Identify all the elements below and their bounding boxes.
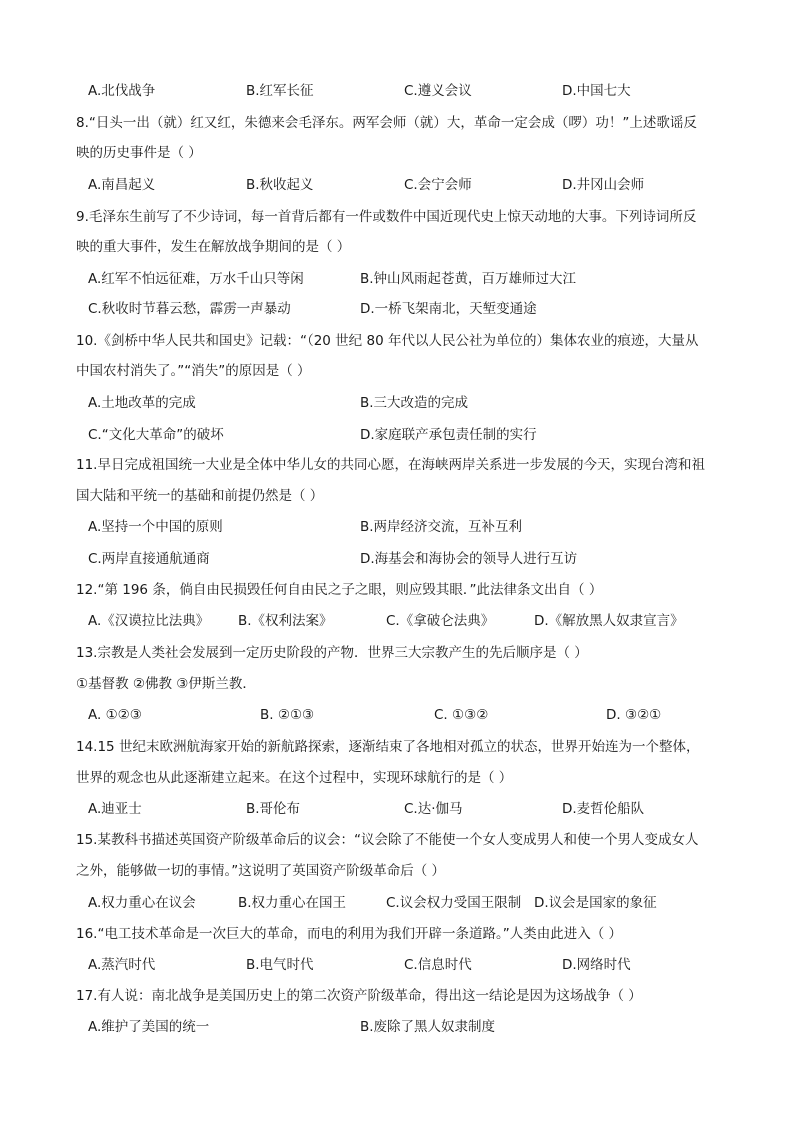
q11-stem-line-2: 国大陆和平统一的基础和前提仍然是（ ） [76, 488, 324, 504]
q10-option-d: D.家庭联产承包责任制的实行 [360, 427, 537, 443]
q16-option-a: A.蒸汽时代 [88, 957, 156, 973]
q10-stem-line-2: 中国农村消失了。”“消失”的原因是（ ） [76, 363, 311, 379]
q12-option-d: D.《解放黑人奴隶宣言》 [534, 613, 684, 629]
q12-stem-line-1: 12.“第 196 条，倘自由民损毁任何自由民之子之眼，则应毁其眼．”此法律条文出自（ ） [76, 582, 603, 598]
q9-options-row-2 [88, 298, 728, 320]
q10-stem-line-1: 10.《剑桥中华人民共和国史》记载：“（20 世纪 80 年代以人民公社为单位的）集体农业的痕迹，大量从 [76, 333, 699, 349]
q9-options-row-1 [88, 268, 728, 290]
q8-option-d: D.井冈山会师 [562, 177, 645, 193]
q12-option-a: A.《汉谟拉比法典》 [88, 613, 210, 629]
q8-stem-line-2: 映的历史事件是（ ） [76, 145, 202, 161]
q16-option-c: C.信息时代 [404, 957, 472, 973]
q7-option-c: C.遵义会议 [404, 83, 472, 99]
q8-option-b: B.秋收起义 [246, 177, 314, 193]
q14-option-c: C.达·伽马 [404, 801, 463, 817]
q9-option-c: C.秋收时节暮云愁，霹雳一声暴动 [88, 301, 291, 317]
q17-option-a: A.维护了美国的统一 [88, 1019, 210, 1035]
q11-option-b: B.两岸经济交流，互补互利 [360, 519, 523, 535]
q15-option-b: B.权力重心在国王 [238, 895, 347, 911]
q17-option-b: B.废除了黑人奴隶制度 [360, 1019, 496, 1035]
q16-stem-line-1: 16.“电工技术革命是一次巨大的革命，而电的利用为我们开辟一条道路。”人类由此进入（ ） [76, 926, 622, 942]
q8-option-a: A.南昌起义 [88, 177, 156, 193]
q13-option-c: C. ①③② [434, 707, 489, 723]
q17-stem-line-1: 17.有人说：南北战争是美国历史上的第二次资产阶级革命，得出这一结论是因为这场战争（ ） [76, 988, 642, 1004]
q11-option-c: C.两岸直接通航通商 [88, 551, 210, 567]
q10-option-b: B.三大改造的完成 [360, 395, 469, 411]
q15-options [88, 892, 728, 914]
q10-option-a: A.土地改革的完成 [88, 395, 196, 411]
q9-option-a: A.红军不怕远征难，万水千山只等闲 [88, 271, 304, 287]
q14-option-a: A.迪亚士 [88, 801, 142, 817]
q17-options [88, 1016, 728, 1038]
q14-option-b: B.哥伦布 [246, 801, 301, 817]
q14-stem-line-1: 14.15 世纪末欧洲航海家开始的新航路探索，逐渐结束了各地相对孤立的状态，世界开始连为一个整体， [76, 739, 700, 755]
q13-option-a: A. ①②③ [88, 707, 142, 723]
q11-options-row-1 [88, 516, 728, 538]
q15-option-c: C.议会权力受国王限制 [386, 895, 522, 911]
q13-option-d: D. ③②① [606, 707, 662, 723]
q9-stem-line-1: 9.毛泽东生前写了不少诗词，每一首背后都有一件或数件中国近现代史上惊天动地的大事。下列诗词所反 [76, 209, 697, 225]
q12-option-c: C.《拿破仑法典》 [386, 613, 495, 629]
q9-option-d: D.一桥飞架南北，天堑变通途 [360, 301, 537, 317]
q9-option-b: B.钟山风雨起苍黄，百万雄师过大江 [360, 271, 577, 287]
q13-stem-line-1: 13.宗教是人类社会发展到一定历史阶段的产物．世界三大宗教产生的先后顺序是（ ） [76, 645, 588, 661]
q10-options-row-2 [88, 424, 728, 446]
q15-stem-line-1: 15.某教科书描述英国资产阶级革命后的议会：“议会除了不能使一个女人变成男人和使一个男人变成女人 [76, 832, 699, 848]
q15-option-a: A.权力重心在议会 [88, 895, 196, 911]
q11-stem-line-1: 11.早日完成祖国统一大业是全体中华儿女的共同心愿，在海峡两岸关系进一步发展的今天，实现台湾和祖 [76, 457, 705, 473]
q15-stem-line-2: 之外，能够做一切的事情。”这说明了英国资产阶级革命后（ ） [76, 863, 446, 879]
q16-option-d: D.网络时代 [562, 957, 631, 973]
q16-options [88, 954, 728, 976]
q11-options-row-2 [88, 548, 728, 570]
q13-stem-line-2: ①基督教 ②佛教 ③伊斯兰教． [76, 676, 256, 692]
q12-options [88, 610, 728, 632]
q9-stem-line-2: 映的重大事件，发生在解放战争期间的是（ ） [76, 239, 351, 255]
q10-option-c: C.“文化大革命”的破坏 [88, 427, 224, 443]
q8-options [88, 174, 728, 196]
q15-option-d: D.议会是国家的象征 [534, 895, 657, 911]
q11-option-d: D.海基会和海协会的领导人进行互访 [360, 551, 578, 567]
q8-stem-line-1: 8.“日头一出（就）红又红，朱德来会毛泽东。两军会师（就）大，革命一定会成（啰）功！”上述歌谣反 [76, 115, 697, 131]
q14-stem-line-2: 世界的观念也从此逐渐建立起来。在这个过程中，实现环球航行的是（ ） [76, 770, 513, 786]
q7-option-d: D.中国七大 [562, 83, 631, 99]
q13-option-b: B. ②①③ [260, 707, 315, 723]
q14-option-d: D.麦哲伦船队 [562, 801, 645, 817]
q8-option-c: C.会宁会师 [404, 177, 472, 193]
q11-option-a: A.坚持一个中国的原则 [88, 519, 223, 535]
q13-options [88, 704, 728, 726]
q10-options-row-1 [88, 392, 728, 414]
q7-options [88, 80, 728, 102]
q7-option-a: A.北伐战争 [88, 83, 156, 99]
q14-options [88, 798, 728, 820]
q7-option-b: B.红军长征 [246, 83, 314, 99]
q12-option-b: B.《权利法案》 [238, 613, 333, 629]
q16-option-b: B.电气时代 [246, 957, 314, 973]
